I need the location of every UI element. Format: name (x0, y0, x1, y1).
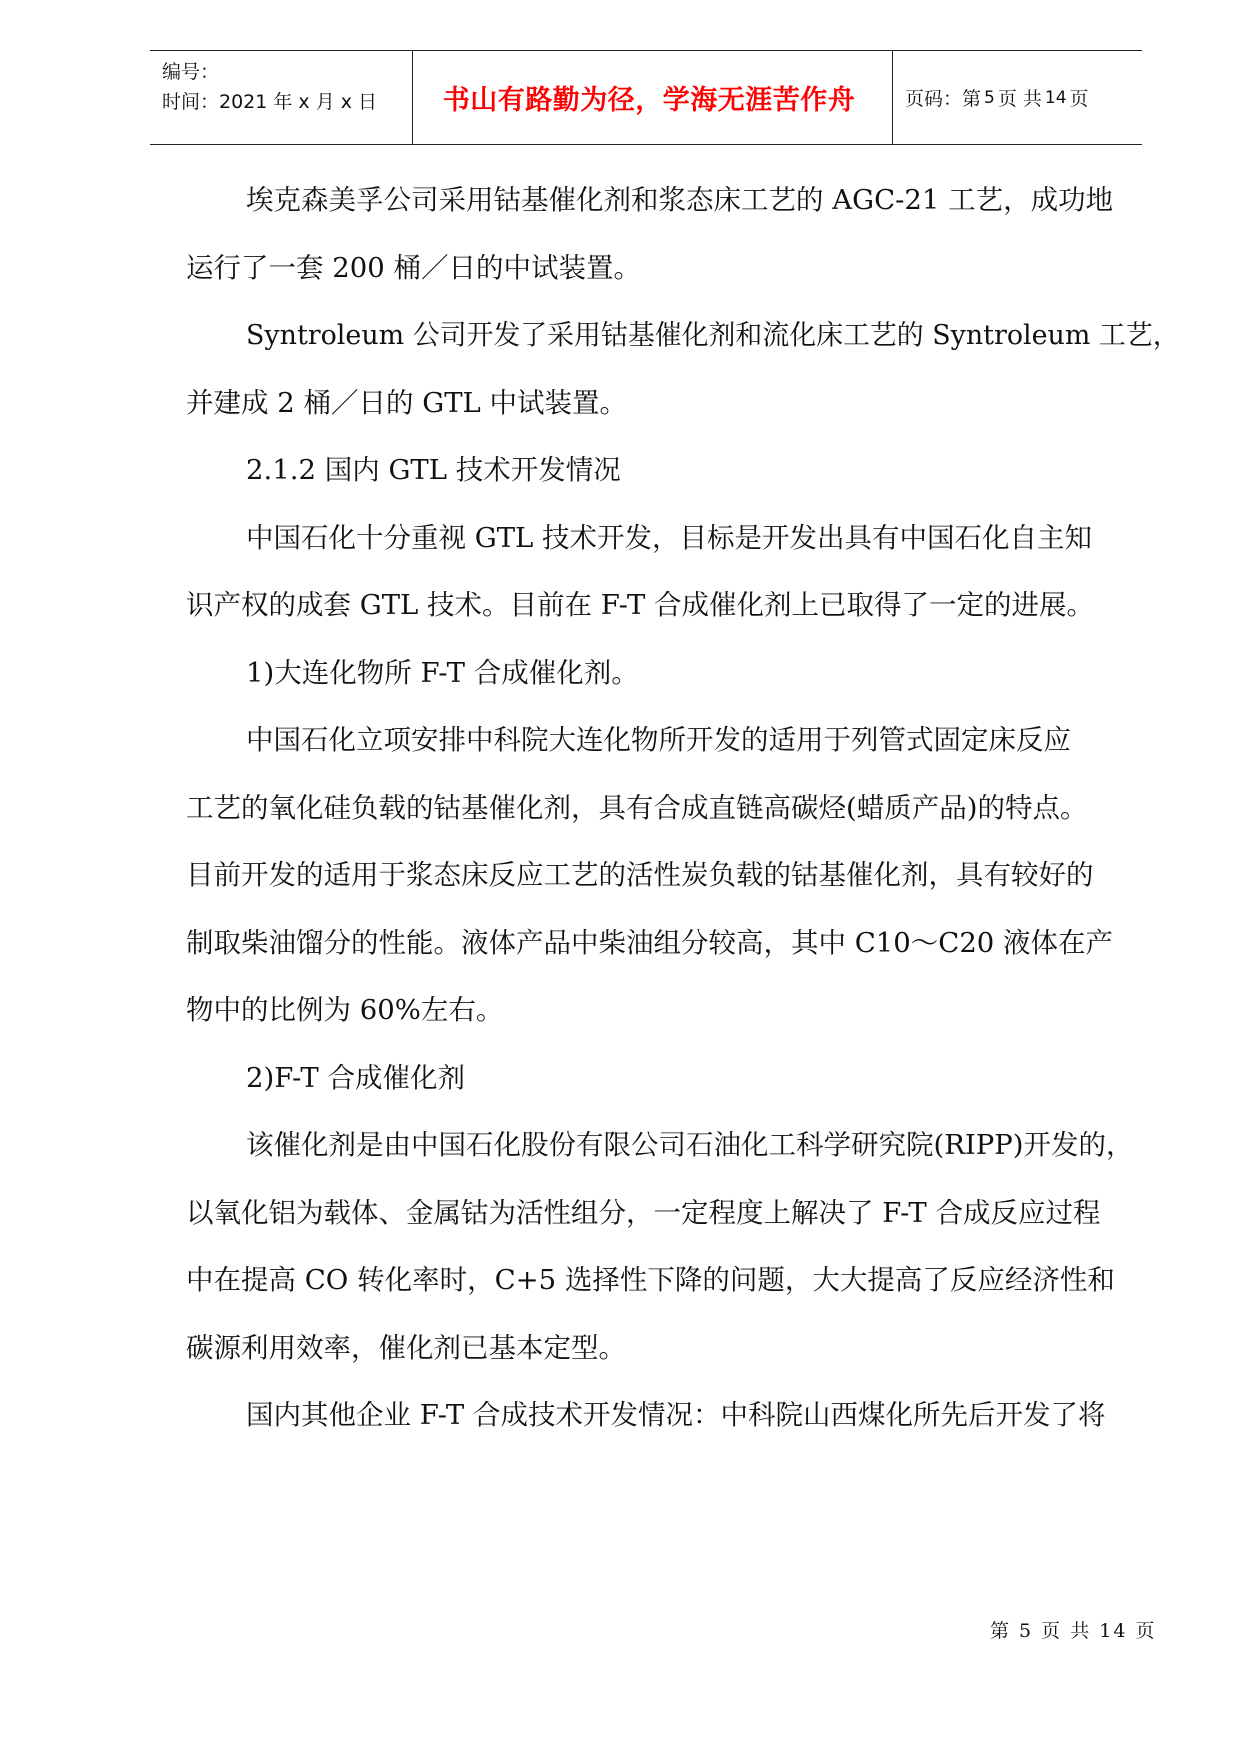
text-line: 中在提高 CO 转化率时，C+5 选择性下降的问题，大大提高了反应经济性和 (186, 1264, 1115, 1296)
page-footer: 第 5 页 共 14 页 (990, 1620, 1157, 1642)
text-line: 碳源利用效率，催化剂已基本定型。 (186, 1332, 626, 1364)
text-line: 埃克森美孚公司采用钴基催化剂和浆态床工艺的 AGC-21 工艺，成功地 (246, 184, 1114, 216)
header-motto: 书山有路勤为径，学海无涯苦作舟 (442, 85, 856, 116)
document-number-label: 编号： (162, 61, 220, 83)
text-line: 工艺的氧化硅负载的钴基催化剂，具有合成直链高碳烃(蜡质产品)的特点。 (186, 792, 1088, 824)
text-line: 目前开发的适用于浆态床反应工艺的活性炭负载的钴基催化剂，具有较好的 (186, 859, 1094, 891)
page-total: 14 (1044, 87, 1067, 108)
section-heading: 2.1.2 国内 GTL 技术开发情况 (246, 454, 621, 486)
subsection-heading: 1)大连化物所 F-T 合成催化剂。 (246, 657, 639, 689)
text-line: 以氧化铝为载体、金属钴为活性组分，一定程度上解决了 F-T 合成反应过程 (186, 1197, 1101, 1229)
header-page-info (905, 51, 1089, 144)
text-line: 该催化剂是由中国石化股份有限公司石油化工科学研究院(RIPP)开发的， (246, 1129, 1134, 1161)
page-prefix: 页码：第 (905, 88, 982, 110)
text-line: 制取柴油馏分的性能。液体产品中柴油组分较高，其中 C10～C20 液体在产 (186, 927, 1114, 959)
text-line: Syntroleum 公司开发了采用钴基催化剂和流化床工艺的 Syntroleum 工艺， (246, 319, 1180, 351)
subsection-heading: 2)F-T 合成催化剂 (246, 1062, 465, 1094)
header-meta (162, 57, 377, 117)
text-line: 国内其他企业 F-T 合成技术开发情况：中科院山西煤化所先后开发了将 (246, 1399, 1106, 1431)
page-mid: 页 共 (997, 88, 1042, 110)
text-line: 运行了一套 200 桶／日的中试装置。 (186, 252, 641, 284)
text-line: 并建成 2 桶／日的 GTL 中试装置。 (186, 387, 628, 419)
text-line: 中国石化十分重视 GTL 技术开发，目标是开发出具有中国石化自主知 (246, 522, 1093, 554)
text-line: 识产权的成套 GTL 技术。目前在 F-T 合成催化剂上已取得了一定的进展。 (186, 589, 1095, 621)
page-header (150, 50, 1142, 145)
text-line: 中国石化立项安排中科院大连化物所开发的适用于列管式固定床反应 (246, 724, 1071, 756)
text-line: 物中的比例为 60%左右。 (186, 994, 504, 1026)
page-suffix: 页 (1069, 88, 1089, 110)
page-current: 5 (984, 87, 995, 108)
header-divider (892, 51, 893, 144)
document-time: 时间：2021 年 x 月 x 日 (162, 91, 378, 113)
